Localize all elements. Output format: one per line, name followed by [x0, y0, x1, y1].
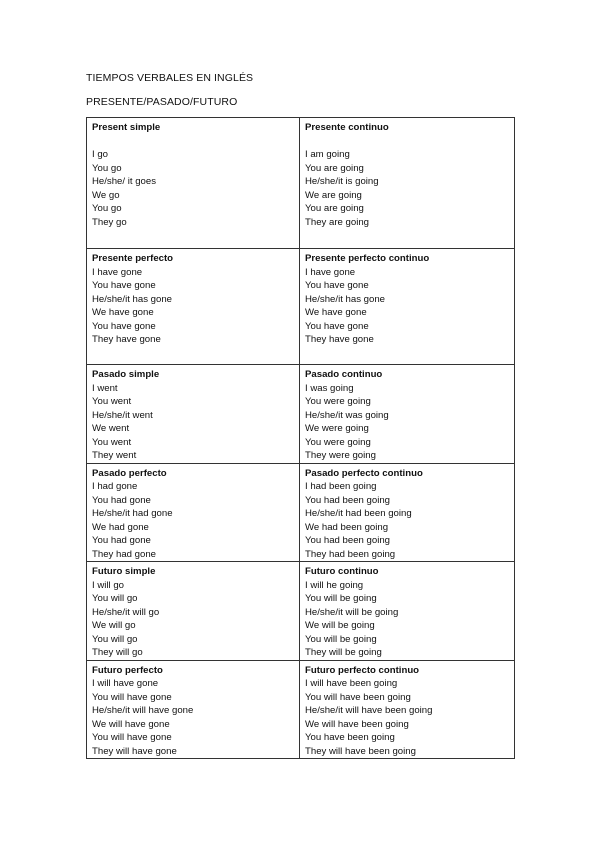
conjugation-line: He/she/it has gone — [305, 293, 386, 305]
table-cell-pasado-perfecto-continuo — [300, 463, 515, 562]
conjugation-line: I had gone — [92, 481, 138, 492]
conjugation-line: You have been going — [305, 732, 395, 743]
conjugation-line: You have gone — [92, 320, 156, 332]
conjugation-line: He/she/it will have been going — [305, 705, 433, 716]
conjugation-line: He/she/it will go — [92, 606, 160, 618]
conjugation-line: We will be going — [305, 620, 375, 631]
table-cell-pasado-simple — [87, 365, 300, 464]
table-cell-presente-perfecto — [87, 249, 300, 365]
conjugation-line: You have gone — [305, 280, 369, 291]
conjugation-line: We will have been going — [305, 718, 409, 730]
conjugation-line: They had gone — [92, 548, 157, 560]
conjugation-line: I had been going — [305, 481, 377, 492]
conjugation-line: They are going — [305, 216, 369, 228]
tense-title: Pasado perfecto — [92, 467, 167, 479]
conjugation-line: You go — [92, 162, 122, 174]
conjugation-line: I have gone — [92, 266, 143, 278]
tense-title: Presente perfecto continuo — [305, 253, 430, 264]
tense-title: Presente continuo — [305, 122, 389, 133]
conjugation-line: I will have been going — [305, 678, 398, 689]
conjugation-line: You will go — [92, 593, 138, 604]
conjugation-line: You have gone — [305, 320, 369, 332]
tense-title: Futuro simple — [92, 566, 156, 577]
conjugation-line: They will go — [92, 647, 143, 658]
conjugation-line: I go — [92, 149, 109, 160]
conjugation-line: They will have been going — [305, 745, 416, 757]
conjugation-line: We had been going — [305, 521, 389, 533]
conjugation-line: He/she/it went — [92, 409, 153, 421]
document-subtitle: PRESENTE/PASADO/FUTURO — [86, 96, 238, 108]
document-title: TIEMPOS VERBALES EN INGLÉS — [86, 72, 254, 84]
table-row — [87, 562, 515, 661]
conjugation-line: He/she/it has gone — [92, 293, 173, 305]
conjugation-line: You were going — [305, 436, 371, 448]
conjugation-line: You will be going — [305, 633, 377, 645]
conjugation-line: We have gone — [305, 307, 367, 318]
conjugation-line: You had been going — [305, 494, 391, 506]
conjugation-line: You went — [92, 436, 132, 448]
conjugation-line: You will have gone — [92, 732, 172, 743]
conjugation-line: You are going — [305, 203, 364, 214]
conjugation-line: He/she/it will be going — [305, 606, 399, 618]
conjugation-line: We are going — [305, 189, 362, 201]
conjugation-line: You had been going — [305, 535, 391, 546]
table-cell-futuro-perfecto-continuo — [300, 660, 515, 759]
tense-title: Present simple — [92, 122, 161, 133]
conjugation-line: I went — [92, 382, 118, 394]
table-cell-futuro-continuo — [300, 562, 515, 661]
conjugation-line: I am going — [305, 149, 350, 160]
conjugation-line: We went — [92, 423, 130, 434]
table-cell-futuro-perfecto — [87, 660, 300, 759]
table-cell-pasado-perfecto — [87, 463, 300, 562]
table-cell-futuro-simple — [87, 562, 300, 661]
conjugation-line: We go — [92, 189, 120, 201]
conjugation-line: He/she/it had gone — [92, 508, 173, 519]
conjugation-line: You have gone — [92, 280, 156, 291]
conjugation-line: He/she/it had been going — [305, 508, 412, 519]
conjugation-line: We were going — [305, 423, 369, 434]
conjugation-line: You went — [92, 396, 132, 407]
conjugation-line: They have gone — [92, 334, 161, 345]
conjugation-line: He/she/it is going — [305, 176, 379, 187]
conjugation-line: You will be going — [305, 593, 377, 604]
table-cell-pasado-continuo — [300, 365, 515, 464]
conjugation-line: They have gone — [305, 334, 374, 345]
tense-title: Pasado continuo — [305, 369, 383, 380]
table-cell-presente-perfecto-continuo — [300, 249, 515, 365]
conjugation-line: They go — [92, 216, 127, 228]
table-row — [87, 118, 515, 249]
conjugation-line: You were going — [305, 396, 371, 407]
conjugation-line: They went — [92, 450, 137, 461]
conjugation-line: They will be going — [305, 647, 382, 658]
table-row — [87, 249, 515, 365]
conjugation-line: You are going — [305, 162, 364, 174]
verb-tenses-table — [86, 117, 515, 759]
table-cell-present-simple — [87, 118, 300, 249]
table-row — [87, 365, 515, 464]
tense-title: Futuro perfecto — [92, 664, 163, 676]
conjugation-line: We will have gone — [92, 718, 170, 730]
tense-title: Pasado simple — [92, 369, 160, 380]
conjugation-line: They will have gone — [92, 745, 177, 757]
conjugation-line: I was going — [305, 382, 354, 394]
conjugation-line: You will have gone — [92, 691, 172, 703]
conjugation-line: You will go — [92, 633, 138, 645]
conjugation-line: We have gone — [92, 307, 154, 318]
conjugation-line: They were going — [305, 450, 376, 461]
table-row — [87, 463, 515, 562]
tense-title: Pasado perfecto continuo — [305, 467, 423, 479]
conjugation-line: He/she/it will have gone — [92, 705, 194, 716]
conjugation-line: I will he going — [305, 579, 364, 591]
tense-title: Futuro continuo — [305, 566, 379, 577]
conjugation-line: You had gone — [92, 535, 151, 546]
conjugation-line: I will go — [92, 579, 124, 591]
table-row — [87, 660, 515, 759]
conjugation-line: He/she/it was going — [305, 409, 389, 421]
conjugation-line: He/she/ it goes — [92, 176, 156, 187]
conjugation-line: They had been going — [305, 548, 396, 560]
tense-title: Presente perfecto — [92, 253, 174, 264]
conjugation-line: You had gone — [92, 494, 151, 506]
conjugation-line: You go — [92, 203, 122, 214]
conjugation-line: You will have been going — [305, 691, 411, 703]
conjugation-line: I will have gone — [92, 678, 159, 689]
conjugation-line: I have gone — [305, 266, 356, 278]
tense-title: Futuro perfecto continuo — [305, 664, 420, 676]
conjugation-line: We had gone — [92, 521, 149, 533]
conjugation-line: We will go — [92, 620, 136, 631]
table-cell-presente-continuo — [300, 118, 515, 249]
